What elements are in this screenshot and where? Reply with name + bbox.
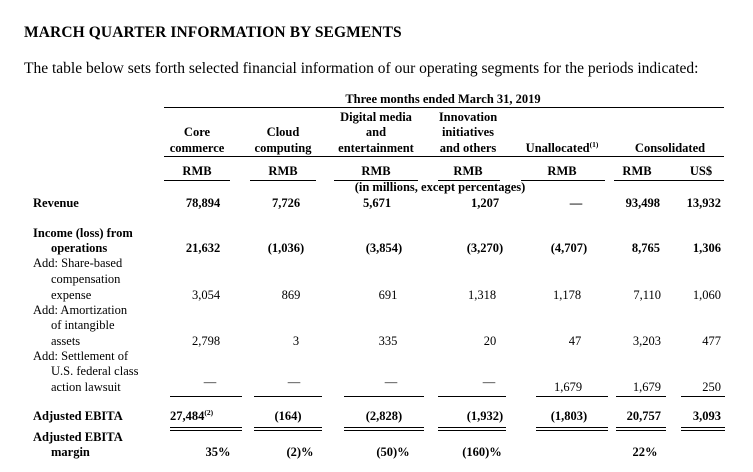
total-double-rule <box>254 427 322 431</box>
col-cloud-unit: RMB <box>268 164 298 178</box>
header-mid-rule <box>164 156 724 157</box>
table-cell: 3,054 <box>191 288 221 302</box>
table-cell: — <box>569 196 583 210</box>
footnote-2-marker: (2) <box>204 407 214 417</box>
table-cell: 7,110 <box>633 288 661 302</box>
col-consolidated-line3: Consolidated <box>634 141 706 155</box>
row-label-ebita-margin: margin <box>51 445 90 459</box>
row-label-ebita-margin: Adjusted EBITA <box>33 430 123 444</box>
table-cell: 3,203 <box>632 334 661 348</box>
subtotal-rule <box>681 396 725 397</box>
row-label-settlement: action lawsuit <box>51 380 121 394</box>
col-digital-media-unit: RMB <box>361 164 391 178</box>
table-cell: 1,318 <box>467 288 497 302</box>
row-label-amortization: Add: Amortization <box>33 303 128 317</box>
table-cell: 22% <box>632 445 658 459</box>
col-core-line3: commerce <box>169 141 225 155</box>
col-innovation-line2: initiatives <box>441 125 495 139</box>
table-cell: 2,798 <box>191 334 221 348</box>
row-label-amortization: of intangible <box>51 318 115 332</box>
header-top-rule <box>164 107 724 108</box>
table-cell: 869 <box>281 288 301 302</box>
unit-underline <box>164 180 230 181</box>
row-label-sbc: expense <box>51 288 92 302</box>
col-unallocated-line3: Unallocated$^{(1)}$ <box>525 139 599 155</box>
table-cell: 8,765 <box>631 241 660 255</box>
row-label-revenue: Revenue <box>33 196 79 210</box>
footnote-1-marker: (1) <box>589 139 599 149</box>
table-cell: 335 <box>378 334 398 348</box>
col-digital-media-line1: Digital media <box>340 110 412 124</box>
table-cell: (3,270) <box>466 241 504 255</box>
col-innovation-line3: and others <box>439 141 497 155</box>
col-core-unit: RMB <box>182 164 212 178</box>
table-cell: 3,093 <box>692 409 721 423</box>
total-double-rule <box>681 427 725 431</box>
table-cell: 691 <box>378 288 398 302</box>
row-label-sbc: compensation <box>51 272 121 286</box>
table-cell: 3 <box>292 334 300 348</box>
table-cell: 20,757 <box>626 409 661 423</box>
table-cell: (2,828) <box>365 409 403 423</box>
table-cell: (1,932) <box>466 409 504 423</box>
table-cell: 250 <box>702 380 721 394</box>
subtotal-rule <box>438 396 506 397</box>
col-consolidated-unit-rmb: RMB <box>622 164 652 178</box>
table-cell: 47 <box>568 334 582 348</box>
col-innovation-unit: RMB <box>453 164 483 178</box>
table-cell: 93,498 <box>625 196 660 210</box>
col-consolidated-unit-usd: US$ <box>689 164 713 178</box>
table-cell: (164) <box>274 409 302 423</box>
col-cloud-line3: computing <box>254 141 312 155</box>
table-cell: (3,854) <box>365 241 403 255</box>
unit-underline <box>250 180 316 181</box>
table-cell: 21,632 <box>185 241 221 255</box>
table-cell: 1,679 <box>632 380 661 394</box>
table-cell: 1,178 <box>552 288 582 302</box>
total-double-rule <box>170 427 242 431</box>
table-cell: 13,932 <box>686 196 721 210</box>
table-cell: 35% <box>205 445 231 459</box>
subtotal-rule <box>170 396 242 397</box>
row-label-settlement: Add: Settlement of <box>33 349 129 363</box>
col-core-line2: Core <box>183 125 211 139</box>
table-cell: 1,679 <box>553 380 583 394</box>
col-unallocated-unit: RMB <box>547 164 577 178</box>
table-cell: 20 <box>483 334 497 348</box>
table-cell: (1,036) <box>267 241 305 255</box>
table-cell: (2)% <box>286 445 314 459</box>
units-note: (in millions, except percentages) <box>354 180 526 194</box>
subtotal-rule <box>616 396 666 397</box>
row-label-sbc: Add: Share-based <box>33 256 123 270</box>
subtotal-rule <box>536 396 608 397</box>
table-cell: 27,484$^{(2)}$ <box>170 407 214 423</box>
table-cell: (50)% <box>376 445 410 459</box>
row-label-income-loss: operations <box>51 241 108 255</box>
period-header: Three months ended March 31, 2019 <box>345 92 541 106</box>
row-label-settlement: U.S. federal class <box>51 364 139 378</box>
subtotal-rule <box>254 396 322 397</box>
table-cell: (4,707) <box>550 241 588 255</box>
table-cell: 5,671 <box>362 196 392 210</box>
table-cell: 1,207 <box>470 196 500 210</box>
total-double-rule <box>438 427 506 431</box>
table-cell: 1,306 <box>692 241 721 255</box>
unit-underline <box>521 180 605 181</box>
table-cell: — <box>203 375 217 389</box>
total-double-rule <box>616 427 666 431</box>
table-cell: (1,803) <box>550 409 588 423</box>
table-cell: — <box>287 375 301 389</box>
row-label-amortization: assets <box>51 334 81 348</box>
col-cloud-line2: Cloud <box>266 125 300 139</box>
table-cell: 1,060 <box>692 288 721 302</box>
col-digital-media-line3: entertainment <box>338 141 414 155</box>
table-cell: (160)% <box>462 445 502 459</box>
total-double-rule <box>536 427 608 431</box>
page-title: MARCH QUARTER INFORMATION BY SEGMENTS <box>24 24 402 41</box>
col-innovation-line1: Innovation <box>438 110 498 124</box>
row-label-adjusted-ebita: Adjusted EBITA <box>33 409 123 423</box>
intro-paragraph: The table below sets forth selected financial information of our operating segments for the periods indicated: <box>24 60 699 77</box>
col-digital-media-line2: and <box>365 125 387 139</box>
table-cell: 477 <box>702 334 721 348</box>
subtotal-rule <box>344 396 424 397</box>
table-cell: — <box>384 375 398 389</box>
unit-underline <box>614 180 724 181</box>
table-cell: — <box>482 375 496 389</box>
total-double-rule <box>344 427 424 431</box>
table-cell: 78,894 <box>185 196 221 210</box>
table-cell: 7,726 <box>271 196 301 210</box>
row-label-income-loss: Income (loss) from <box>33 226 133 240</box>
